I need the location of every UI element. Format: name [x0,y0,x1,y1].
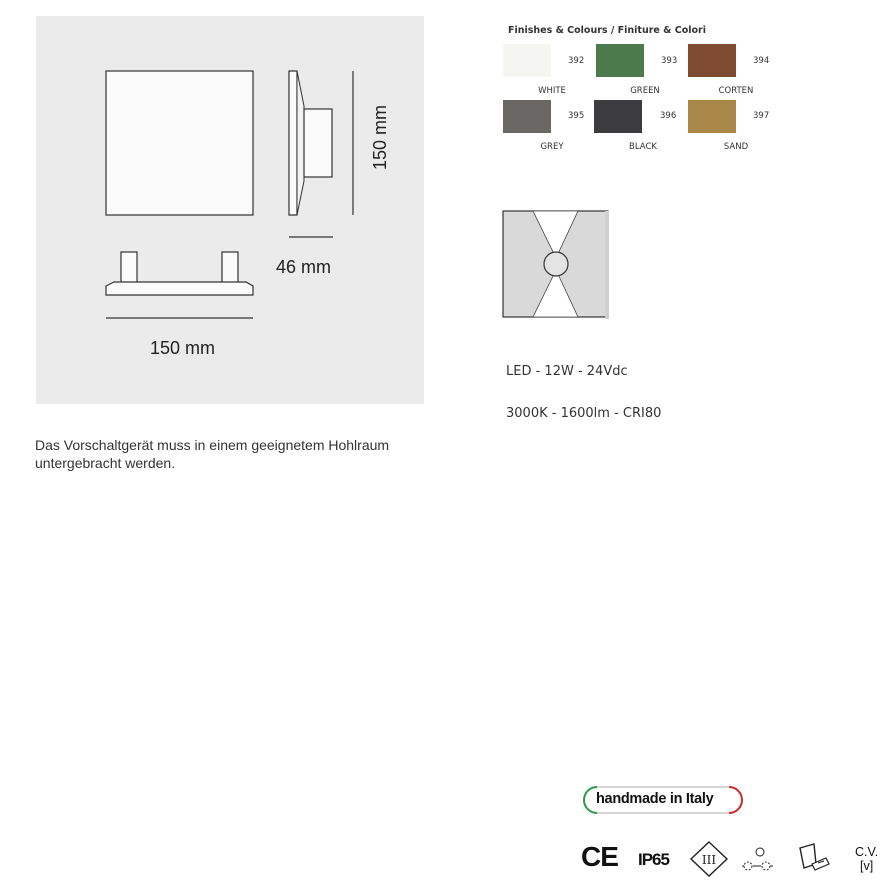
name-white: WHITE [538,86,566,96]
name-black: BLACK [629,142,657,152]
width-dimension-label: 150 mm [150,338,216,358]
top-view-bracket-left [121,252,137,284]
top-view-plate [106,282,253,295]
code-sand: 397 [753,111,770,121]
no-cover-icon [740,846,774,874]
top-view-bracket-right [222,252,238,284]
swatch-grey [503,100,551,133]
finishes-title: Finishes & Colours / Finiture & Colori [508,25,706,36]
light-beam-icon [500,208,612,320]
ce-mark-icon: CE [581,841,618,872]
code-white: 392 [568,56,585,66]
class-iii-text: III [701,853,717,867]
code-black: 396 [660,111,677,121]
cv-icon: C.V. [855,845,879,859]
side-view-bevel [297,71,304,215]
swatch-corten [688,44,736,77]
spec-light-output: 3000K - 1600lm - CRI80 [506,406,662,421]
installation-note: Das Vorschaltgerät muss in einem geeignetem Hohlraum untergebracht werden. [35,437,390,471]
height-dimension-label: 150 mm [370,104,390,170]
depth-dimension-label: 46 mm [276,257,332,277]
swatch-sand [688,100,736,133]
spec-power: LED - 12W - 24Vdc [506,364,628,379]
cv-sub-text: [v] [860,859,874,873]
class-iii-icon [689,840,729,878]
technical-drawing-panel [36,16,424,404]
name-corten: CORTEN [718,86,754,96]
name-grey: GREY [540,142,564,152]
front-view [106,71,253,215]
installation-icon [796,842,832,876]
dimension-drawing [36,16,424,404]
code-corten: 394 [753,56,770,66]
swatch-green [596,44,644,77]
code-green: 393 [661,56,678,66]
side-view-plate [289,71,297,215]
code-grey: 395 [568,111,585,121]
swatch-white [503,44,551,77]
handmade-in-italy-text: handmade in Italy [596,791,714,807]
side-view-body [304,109,332,177]
name-sand: SAND [723,142,749,152]
ip65-icon: IP65 [638,850,669,869]
name-green: GREEN [630,86,660,96]
swatch-black [594,100,642,133]
